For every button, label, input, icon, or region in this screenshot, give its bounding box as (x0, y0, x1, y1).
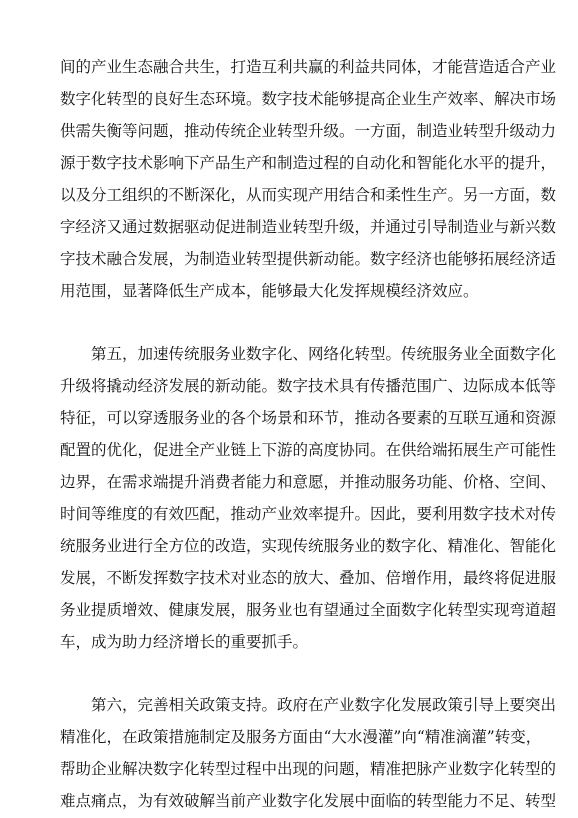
text-line: 第五，加速传统服务业数字化、网络化转型。传统服务业全面数字化 (91, 345, 557, 363)
text-line: 源于数字技术影响下产品生产和制造过程的自动化和智能化水平的提升， (60, 154, 557, 172)
text-line: 字技术融合发展，为制造业转型提供新动能。数字经济也能够拓展经济适 (60, 250, 557, 268)
text-line: 特征，可以穿透服务业的各个场景和环节，推动各要素的互联互通和资源 (60, 409, 557, 427)
text-line: 时间等维度的有效匹配，推动产业效率提升。因此，要利用数字技术对传 (60, 505, 557, 523)
text-line: 第六，完善相关政策支持。政府在产业数字化发展政策引导上要突出 (91, 696, 557, 714)
text-line: 发展，不断发挥数字技术对业态的放大、叠加、倍增作用，最终将促进服 (60, 569, 557, 587)
text-line: 帮助企业解决数字化转型过程中出现的问题，精准把脉产业数字化转型的 (60, 760, 557, 778)
text-line: 精准化，在政策措施制定及服务方面由“大水漫灌”向“精准滴灌”转变， (60, 728, 542, 746)
text-line: 难点痛点，为有效破解当前产业数字化发展中面临的转型能力不足、转型 (60, 792, 557, 810)
text-line: 数字化转型的良好生态环境。数字技术能够提高企业生产效率、解决市场 (60, 90, 557, 108)
text-line: 配置的优化，促进全产业链上下游的高度协同。在供给端拓展生产可能性 (60, 441, 557, 459)
text-line: 字经济又通过数据驱动促进制造业转型升级，并通过引导制造业与新兴数 (60, 218, 557, 236)
text-line: 升级将撬动经济发展的新动能。数字技术具有传播范围广、边际成本低等 (60, 377, 557, 395)
text-line: 统服务业进行全方位的改造，实现传统服务业的数字化、精准化、智能化 (60, 537, 557, 555)
text-line: 边界，在需求端提升消费者能力和意愿，并推动服务功能、价格、空间、 (60, 473, 557, 491)
text-line: 车，成为助力经济增长的重要抓手。 (60, 633, 309, 651)
text-line: 供需失衡等问题，推动传统企业转型升级。一方面，制造业转型升级动力 (60, 122, 557, 140)
text-line: 间的产业生态融合共生，打造互利共赢的利益共同体，才能营造适合产业 (60, 58, 557, 76)
text-line: 以及分工组织的不断深化，从而实现产用结合和柔性生产。另一方面，数 (60, 186, 557, 204)
text-line: 务业提质增效、健康发展，服务业也有望通过全面数字化转型实现弯道超 (60, 601, 557, 619)
text-line: 用范围，显著降低生产成本，能够最大化发挥规模经济效应。 (60, 282, 479, 300)
